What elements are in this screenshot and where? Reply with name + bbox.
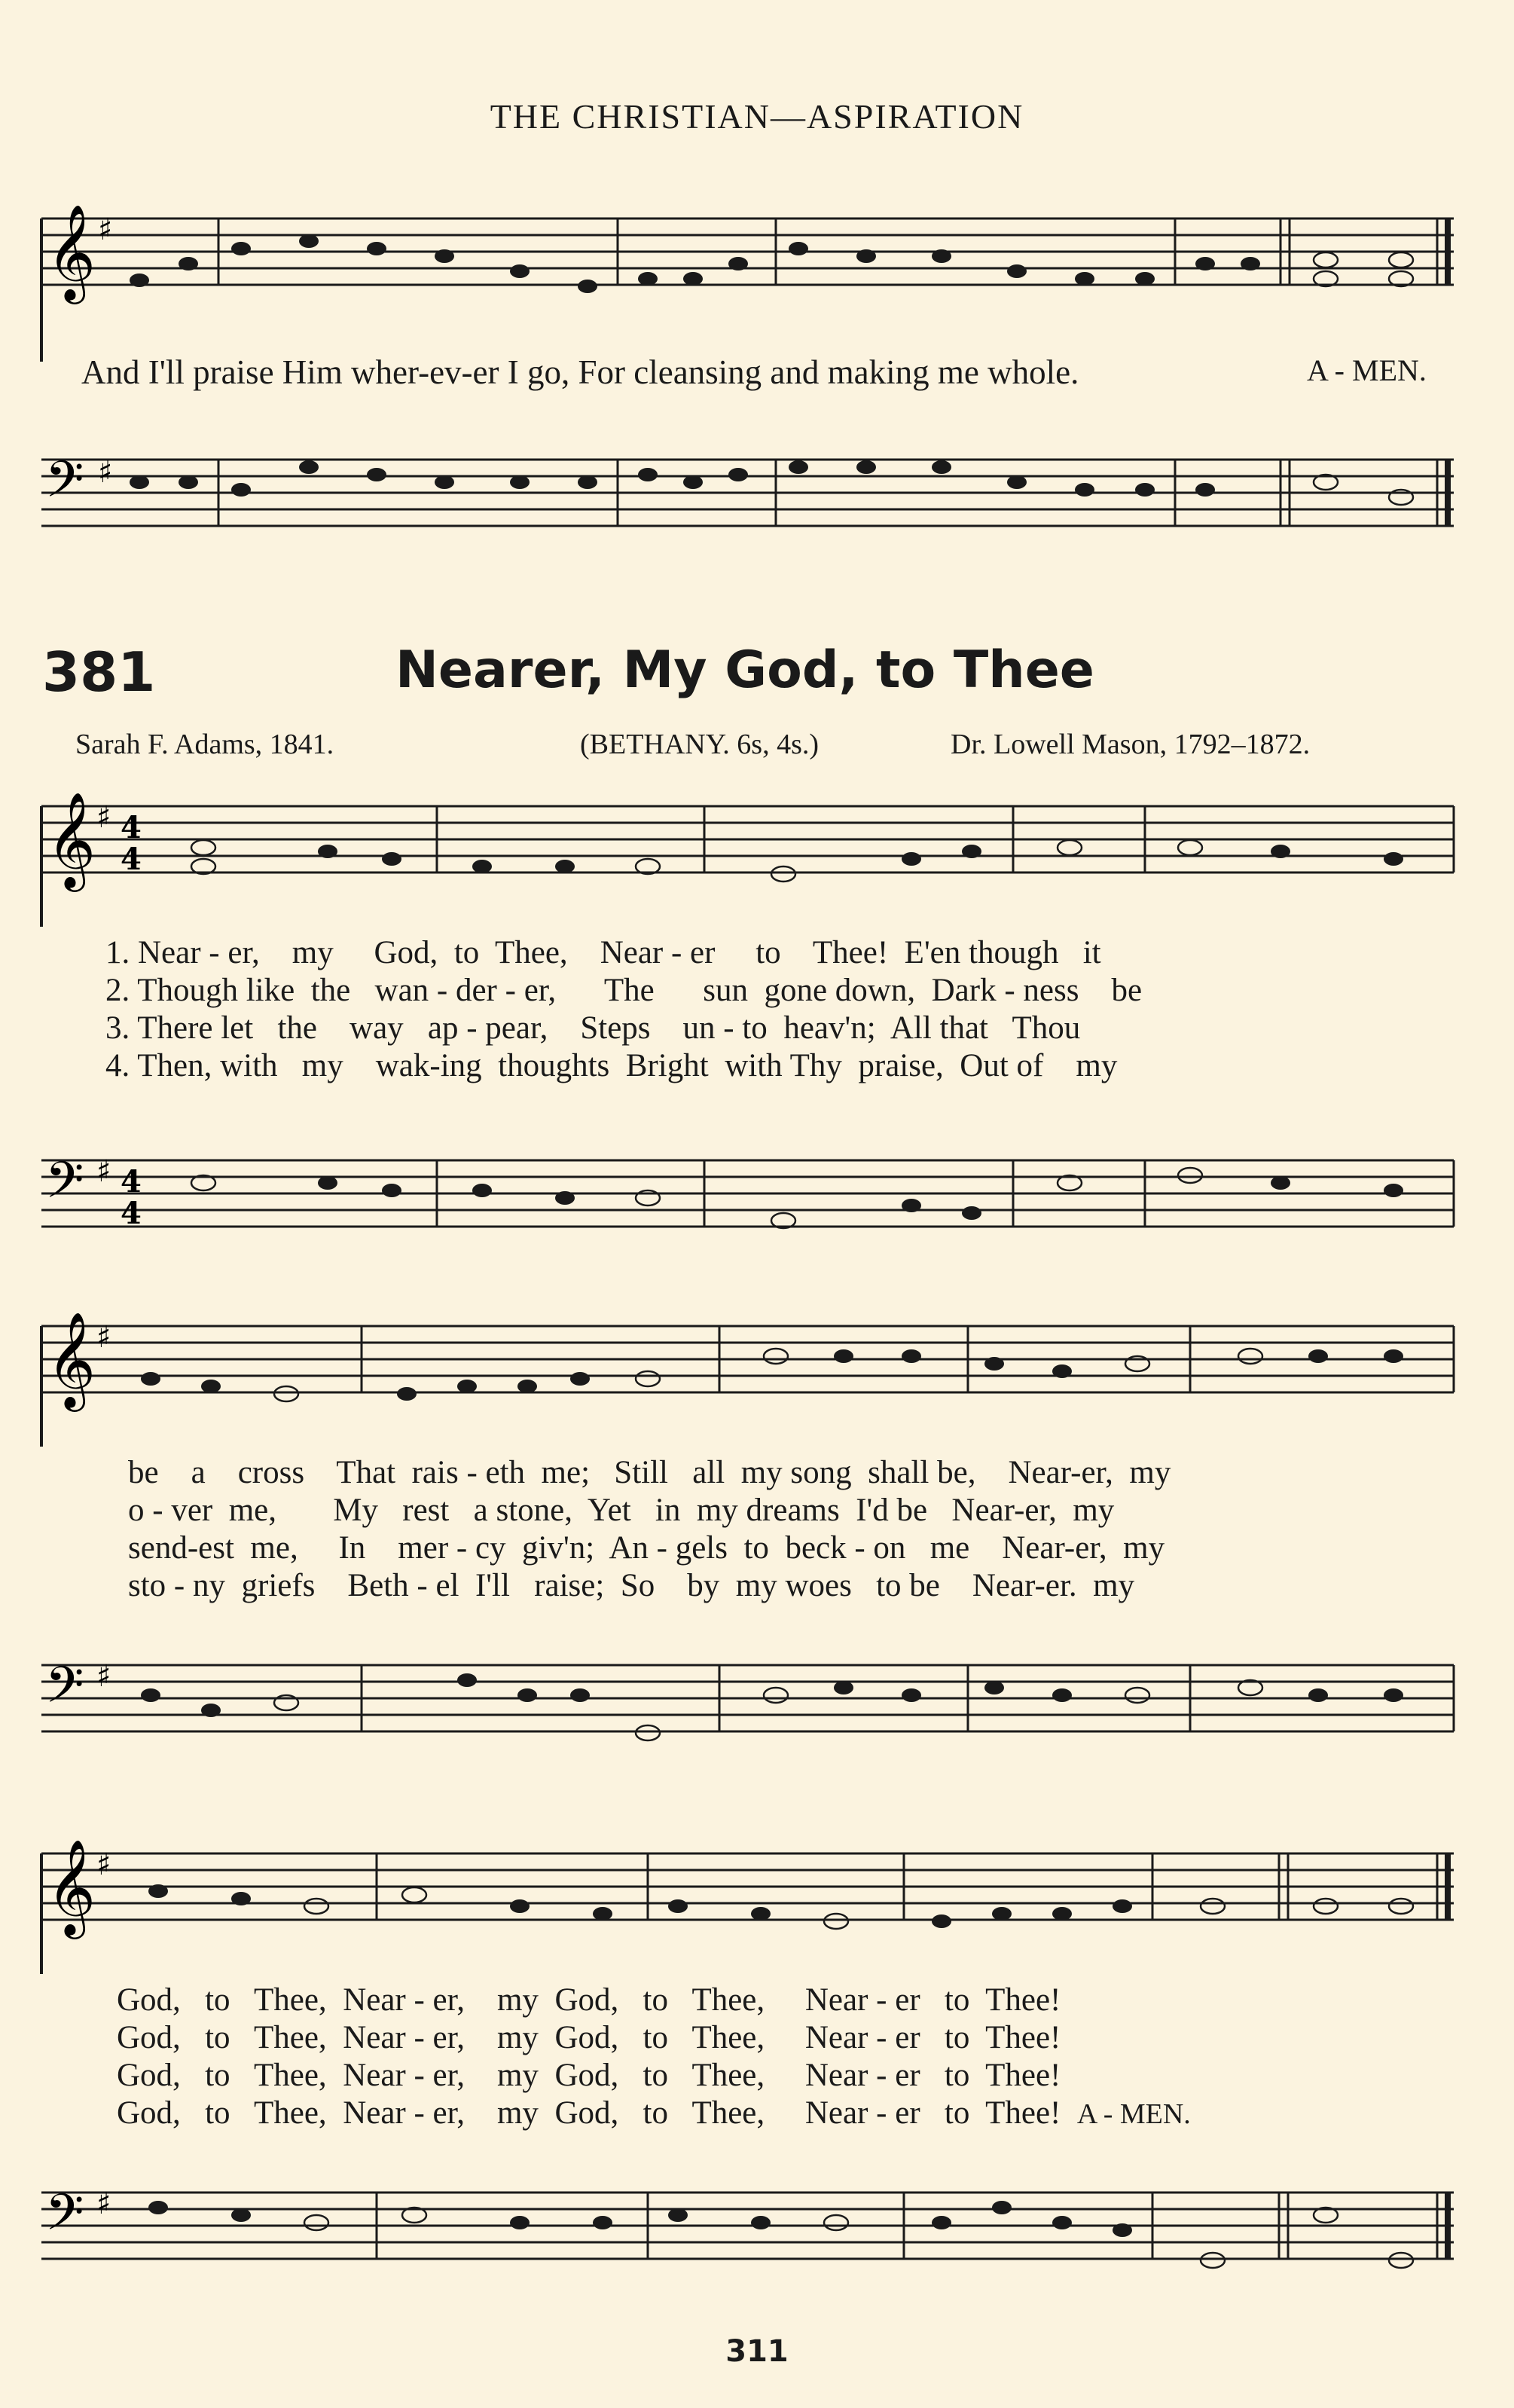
svg-text:𝄞: 𝄞	[47, 203, 96, 300]
lyric-syllable: my dreams	[696, 1493, 840, 1528]
system2-treble-staff	[0, 1296, 1514, 1447]
lyric-syllable: sun	[703, 973, 748, 1008]
system1-treble-staff	[0, 776, 1514, 927]
lyric-syllable: ap - pear,	[427, 1010, 548, 1046]
lyric-syllable: raise;	[534, 1568, 605, 1603]
svg-text:𝄢: 𝄢	[45, 1151, 84, 1221]
svg-text:𝄞: 𝄞	[47, 1838, 96, 1935]
lyric-syllable: God,	[374, 935, 438, 970]
lyric-syllable: to	[205, 1982, 230, 2018]
svg-text:𝄢: 𝄢	[45, 451, 84, 521]
lyric-syllable: un - to	[682, 1010, 768, 1046]
hymn-title: Nearer, My God, to Thee	[395, 640, 1094, 700]
lyric-syllable: my	[1076, 1048, 1118, 1083]
lyric-syllable: to	[643, 1982, 668, 2018]
lyric-syllable: Near - er	[804, 2058, 920, 2093]
lyric-syllable: me	[929, 1530, 970, 1566]
lyric-syllable: Thee!	[985, 2058, 1061, 2093]
lyric-syllable: Thou	[1012, 1010, 1081, 1046]
lyric-syllable: my	[496, 1982, 539, 2018]
hymn-composer: Dr. Lowell Mason, 1792–1872.	[951, 729, 1311, 760]
svg-text:4: 4	[121, 1196, 142, 1231]
lyric-syllable: Bright	[625, 1048, 709, 1083]
verse3-line1	[105, 1010, 1080, 1047]
lyric-syllable: That	[336, 1455, 396, 1490]
lyric-syllable: Thee,	[691, 2095, 765, 2131]
lyric-syllable: E'en though	[904, 935, 1059, 970]
lyric-syllable: be	[128, 1455, 159, 1490]
lyric-syllable: the	[310, 973, 351, 1008]
lyric-syllable: my	[1093, 1568, 1135, 1603]
lyric-syllable: praise,	[858, 1048, 944, 1083]
lyric-syllable: my	[1123, 1530, 1165, 1566]
lyric-syllable: Near - er,	[343, 2095, 465, 2131]
lyric-syllable: My	[333, 1493, 379, 1528]
lyric-syllable: gone down,	[764, 973, 916, 1008]
verse1-line2	[128, 1454, 1171, 1491]
running-head: THE CHRISTIAN—ASPIRATION	[490, 97, 1024, 136]
lyric-syllable: An - gels	[609, 1530, 728, 1566]
lyric-syllable: to	[643, 2020, 668, 2055]
lyric-syllable: Still	[614, 1455, 668, 1490]
lyric-syllable: Thee,	[691, 2020, 765, 2055]
verse3-line2	[128, 1529, 1164, 1566]
svg-text:♯: ♯	[96, 800, 111, 835]
lyric-syllable: to	[944, 2095, 970, 2131]
lyric-syllable: Thee,	[691, 1982, 765, 2018]
lyric-syllable: a stone,	[473, 1493, 572, 1528]
lyric-syllable: Thee,	[495, 935, 568, 970]
lyric-syllable: mer - cy	[398, 1530, 506, 1566]
lyric-syllable: God,	[554, 2020, 619, 2055]
lyric-syllable: to	[205, 2095, 230, 2131]
lyric-syllable: Near - er,	[343, 1982, 465, 2018]
svg-text:♯: ♯	[96, 2186, 111, 2221]
lyric-syllable: my	[301, 1048, 343, 1083]
lyric-syllable: God,	[117, 2020, 181, 2055]
lyric-syllable: my song	[740, 1455, 852, 1490]
svg-text:♯: ♯	[96, 1154, 111, 1189]
lyric-amen: A - MEN.	[1076, 2098, 1191, 2130]
svg-text:♯: ♯	[96, 1320, 111, 1355]
lyric-syllable: rest	[402, 1493, 450, 1528]
hymn-author: Sarah F. Adams, 1841.	[75, 729, 334, 760]
system3-treble-staff	[0, 1823, 1514, 1974]
verse4-line2	[128, 1567, 1134, 1604]
lyric-syllable: Near-er.	[972, 1568, 1077, 1603]
svg-text:4: 4	[121, 842, 142, 877]
lyric-syllable: I'd be	[856, 1493, 928, 1528]
svg-text:♯: ♯	[96, 1847, 111, 1882]
lyric-syllable: Near - er,	[343, 2020, 465, 2055]
svg-text:4: 4	[121, 810, 142, 845]
lyric-syllable: I'll	[475, 1568, 510, 1603]
lyric-syllable: to	[643, 2058, 668, 2093]
lyric-syllable: Thee!	[985, 1982, 1061, 2018]
lyric-syllable: Near-er,	[1002, 1530, 1107, 1566]
svg-text:𝄞: 𝄞	[47, 791, 96, 888]
lyric-syllable: The	[603, 973, 655, 1008]
lyric-syllable: God,	[117, 2058, 181, 2093]
lyric-syllable: thoughts	[498, 1048, 610, 1083]
lyric-syllable: it	[1082, 935, 1101, 970]
system1-bass-staff	[0, 1130, 1514, 1281]
lyric-syllable: to	[453, 935, 480, 970]
lyric-syllable: 3. There let	[105, 1010, 254, 1046]
lyric-syllable: my	[496, 2020, 539, 2055]
lyric-syllable: in	[655, 1493, 681, 1528]
lyric-syllable: me,	[228, 1493, 277, 1528]
lyric-syllable: by	[687, 1568, 720, 1603]
lyric-syllable: to	[944, 2020, 970, 2055]
lyric-syllable: 4. Then, with	[105, 1048, 278, 1083]
lyric-syllable: to be	[876, 1568, 940, 1603]
lyric-syllable: God,	[554, 1982, 619, 2018]
lyric-syllable: God,	[554, 2095, 619, 2131]
lyric-syllable: to	[205, 2020, 230, 2055]
lyric-syllable: Out of	[960, 1048, 1044, 1083]
lyric-syllable: giv'n;	[522, 1530, 595, 1566]
lyric-syllable: Near-er,	[951, 1493, 1057, 1528]
prev-hymn-amen: A - MEN.	[1307, 353, 1427, 387]
lyric-syllable: All that	[890, 1010, 989, 1046]
lyric-syllable: my	[496, 2095, 539, 2131]
lyric-syllable: Near - er	[804, 2095, 920, 2131]
lyric-syllable: cross	[237, 1455, 305, 1490]
lyric-syllable: Steps	[580, 1010, 651, 1046]
verse2-line1	[105, 972, 1142, 1009]
lyric-syllable: my	[496, 2058, 539, 2093]
lyric-syllable: Near - er	[600, 935, 716, 970]
lyric-syllable: Near - er,	[343, 2058, 465, 2093]
lyric-syllable: the	[277, 1010, 318, 1046]
svg-text:♯: ♯	[98, 212, 113, 247]
lyric-syllable: way	[350, 1010, 404, 1046]
lyric-syllable: me;	[541, 1455, 591, 1490]
lyric-syllable: Near - er	[804, 2020, 920, 2055]
lyric-syllable: Thee,	[254, 2020, 327, 2055]
lyric-syllable: my	[1129, 1455, 1171, 1490]
lyric-syllable: rais - eth	[411, 1455, 526, 1490]
lyric-syllable: Near-er,	[1008, 1455, 1113, 1490]
lyric-syllable: Thee!	[812, 935, 889, 970]
lyric-syllable: God,	[117, 2095, 181, 2131]
lyric-syllable: 2. Though like	[105, 973, 295, 1008]
lyric-syllable: Thee,	[254, 1982, 327, 2018]
lyric-syllable: Thee,	[691, 2058, 765, 2093]
verse1-line3	[117, 1982, 1061, 2018]
lyric-syllable: wan - der - er,	[374, 973, 557, 1008]
lyric-syllable: Thee!	[985, 2020, 1061, 2055]
verse2-line3	[117, 2019, 1061, 2056]
lyric-syllable: Dark - ness	[931, 973, 1079, 1008]
lyric-syllable: a	[191, 1455, 206, 1490]
lyric-syllable: heav'n;	[783, 1010, 876, 1046]
lyric-syllable: be	[1111, 973, 1143, 1008]
lyric-syllable: Thee!	[985, 2095, 1061, 2131]
lyric-syllable: God,	[554, 2058, 619, 2093]
svg-text:𝄞: 𝄞	[47, 1311, 96, 1407]
hymn-tune: (BETHANY. 6s, 4s.)	[580, 729, 820, 760]
page-number: 311	[725, 2334, 789, 2369]
verse1-line1	[105, 934, 1101, 971]
lyric-syllable: my	[1073, 1493, 1115, 1528]
lyric-syllable: to	[944, 2058, 970, 2093]
svg-text:♯: ♯	[96, 1659, 111, 1694]
lyric-syllable: 1. Near - er,	[105, 935, 260, 970]
lyric-syllable: So	[620, 1568, 655, 1603]
lyric-syllable: all	[692, 1455, 725, 1490]
lyric-syllable: Near - er	[804, 1982, 920, 2018]
lyric-syllable: Thee,	[254, 2095, 327, 2131]
lyric-syllable: to	[743, 1530, 769, 1566]
prev-hymn-lyric: And I'll praise Him wher-ev-er I go, For cleansing and making me whole.	[81, 353, 1079, 391]
lyric-syllable: to	[643, 2095, 668, 2131]
verse4-line3	[117, 2095, 1191, 2131]
lyric-syllable: me,	[250, 1530, 298, 1566]
lyric-syllable: with Thy	[725, 1048, 842, 1083]
lyric-syllable: sto - ny	[128, 1568, 225, 1603]
lyric-syllable: Yet	[587, 1493, 631, 1528]
lyric-syllable: to	[755, 935, 781, 970]
svg-text:♯: ♯	[98, 455, 113, 490]
lyric-syllable: o - ver	[128, 1493, 213, 1528]
lyric-syllable: beck - on	[785, 1530, 906, 1566]
lyric-syllable: In	[338, 1530, 366, 1566]
lyric-syllable: to	[944, 1982, 970, 2018]
lyric-syllable: to	[205, 2058, 230, 2093]
lyric-syllable: griefs	[241, 1568, 316, 1603]
lyric-syllable: Beth - el	[347, 1568, 459, 1603]
prev-hymn-bass-staff	[0, 422, 1514, 573]
system2-bass-staff	[0, 1635, 1514, 1786]
hymn-number: 381	[42, 640, 156, 704]
prev-hymn-treble-staff	[0, 0, 1514, 362]
svg-text:𝄢: 𝄢	[45, 1656, 84, 1726]
verse3-line3	[117, 2057, 1061, 2094]
verse2-line2	[128, 1492, 1114, 1529]
lyric-syllable: send-est	[128, 1530, 234, 1566]
svg-text:𝄢: 𝄢	[45, 2183, 84, 2254]
lyric-syllable: God,	[117, 1982, 181, 2018]
svg-text:4: 4	[121, 1164, 142, 1199]
lyric-syllable: shall be,	[868, 1455, 976, 1490]
lyric-syllable: my	[292, 935, 334, 970]
lyric-syllable: Thee,	[254, 2058, 327, 2093]
system3-bass-staff	[0, 2162, 1514, 2313]
lyric-syllable: wak-ing	[375, 1048, 482, 1083]
lyric-syllable: my woes	[735, 1568, 852, 1603]
verse4-line1	[105, 1047, 1117, 1084]
